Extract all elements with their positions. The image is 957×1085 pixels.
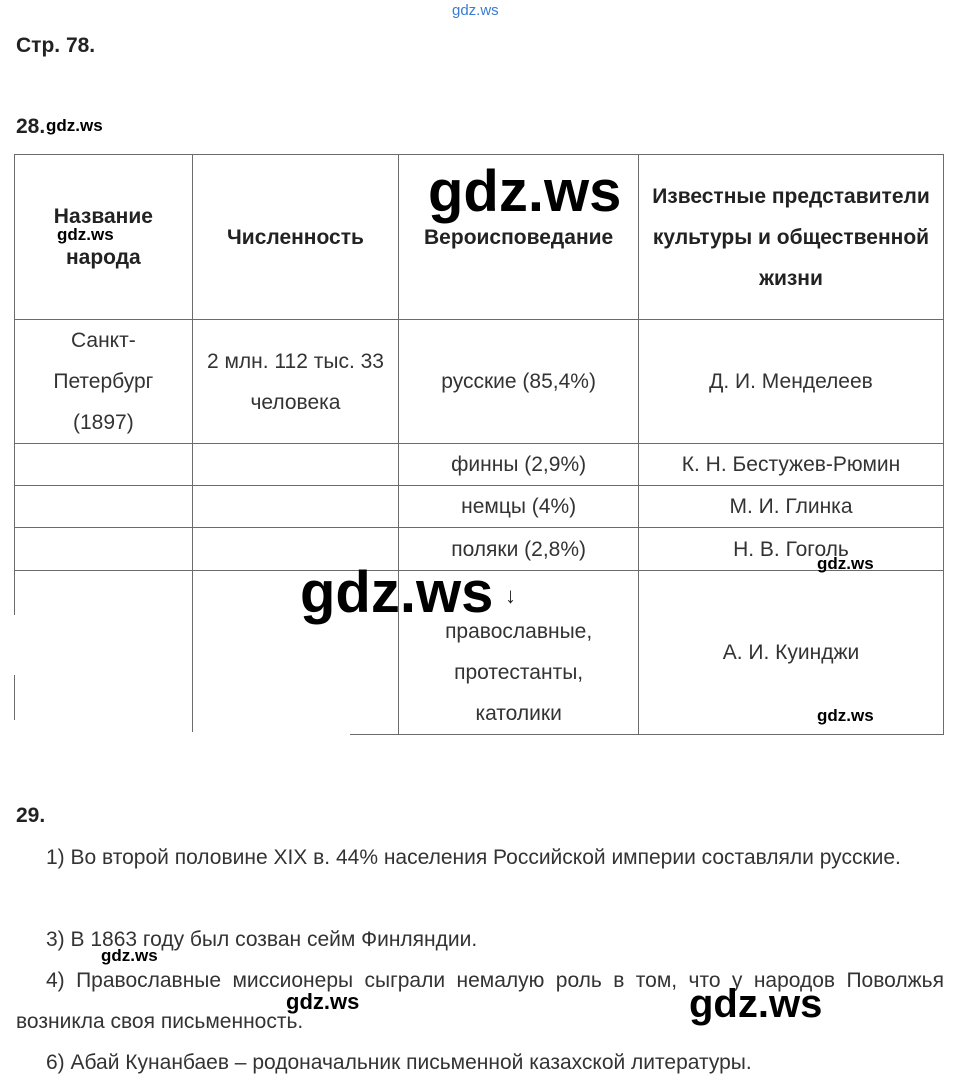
watermark-small: gdz.ws	[46, 116, 103, 135]
table-cell	[192, 486, 399, 528]
table-cell: финны (2,9%)	[399, 444, 639, 486]
table-cell: православные, протестанты, католики	[399, 571, 639, 735]
header-famous-people: Известные представители культуры и общественной жизни	[638, 155, 943, 320]
scan-gap	[20, 732, 350, 740]
table-cell	[192, 444, 399, 486]
task-29-item: 1) Во второй половине XIX в. 44% населения Российской империи составляли русские.	[46, 846, 901, 869]
header-nation-name: Название народа	[15, 155, 193, 320]
table-cell: А. И. Куинджи	[638, 571, 943, 735]
header-population: Численность	[192, 155, 399, 320]
table-cell	[15, 486, 193, 528]
table-row	[15, 486, 944, 528]
task-29-number: 29.	[16, 804, 46, 827]
watermark-small: gdz.ws	[101, 946, 158, 965]
watermark-small: gdz.ws	[817, 706, 874, 725]
table-cell: русские (85,4%)	[399, 320, 639, 444]
task-29-item: 3) В 1863 году был созван сейм Финляндии.	[46, 928, 478, 951]
watermark-large: gdz.ws	[300, 560, 494, 625]
table-row	[15, 320, 944, 444]
watermark-top: gdz.ws	[452, 2, 499, 19]
table-cell: поляки (2,8%)	[399, 528, 639, 571]
page-heading: Стр. 78.	[16, 34, 96, 57]
task-29-item: 6) Абай Кунанбаев – родоначальник письменной казахской литературы.	[46, 1051, 752, 1074]
nations-table	[14, 154, 944, 735]
table-cell: Санкт-Петербург (1897)	[15, 320, 193, 444]
watermark-small: gdz.ws	[286, 989, 360, 1014]
table-cell	[15, 571, 193, 735]
table-row	[15, 444, 944, 486]
table-cell: К. Н. Бестужев-Рюмин	[638, 444, 943, 486]
table-cell: Д. И. Менделеев	[638, 320, 943, 444]
table-cell: немцы (4%)	[399, 486, 639, 528]
scan-gap	[12, 615, 20, 675]
task-29-item: 4) Православные миссионеры сыграли немалую роль в том, что у народов Поволжья возникла своя письменность.	[16, 969, 944, 1033]
arrow-down-icon: ↓	[505, 583, 516, 608]
table-cell: Н. В. Гоголь	[638, 528, 943, 571]
table-cell: 2 млн. 112 тыс. 33 человека	[192, 320, 399, 444]
table-cell	[15, 528, 193, 571]
watermark-small: gdz.ws	[817, 554, 874, 573]
table-cell: М. И. Глинка	[638, 486, 943, 528]
watermark-large: gdz.ws	[428, 159, 622, 224]
table-cell	[15, 444, 193, 486]
scan-gap	[12, 720, 20, 740]
header-religion: Вероисповедание	[399, 155, 639, 320]
task-28-number: 28.	[16, 115, 46, 138]
watermark-small: gdz.ws	[57, 225, 114, 244]
watermark-large: gdz.ws	[689, 982, 823, 1026]
